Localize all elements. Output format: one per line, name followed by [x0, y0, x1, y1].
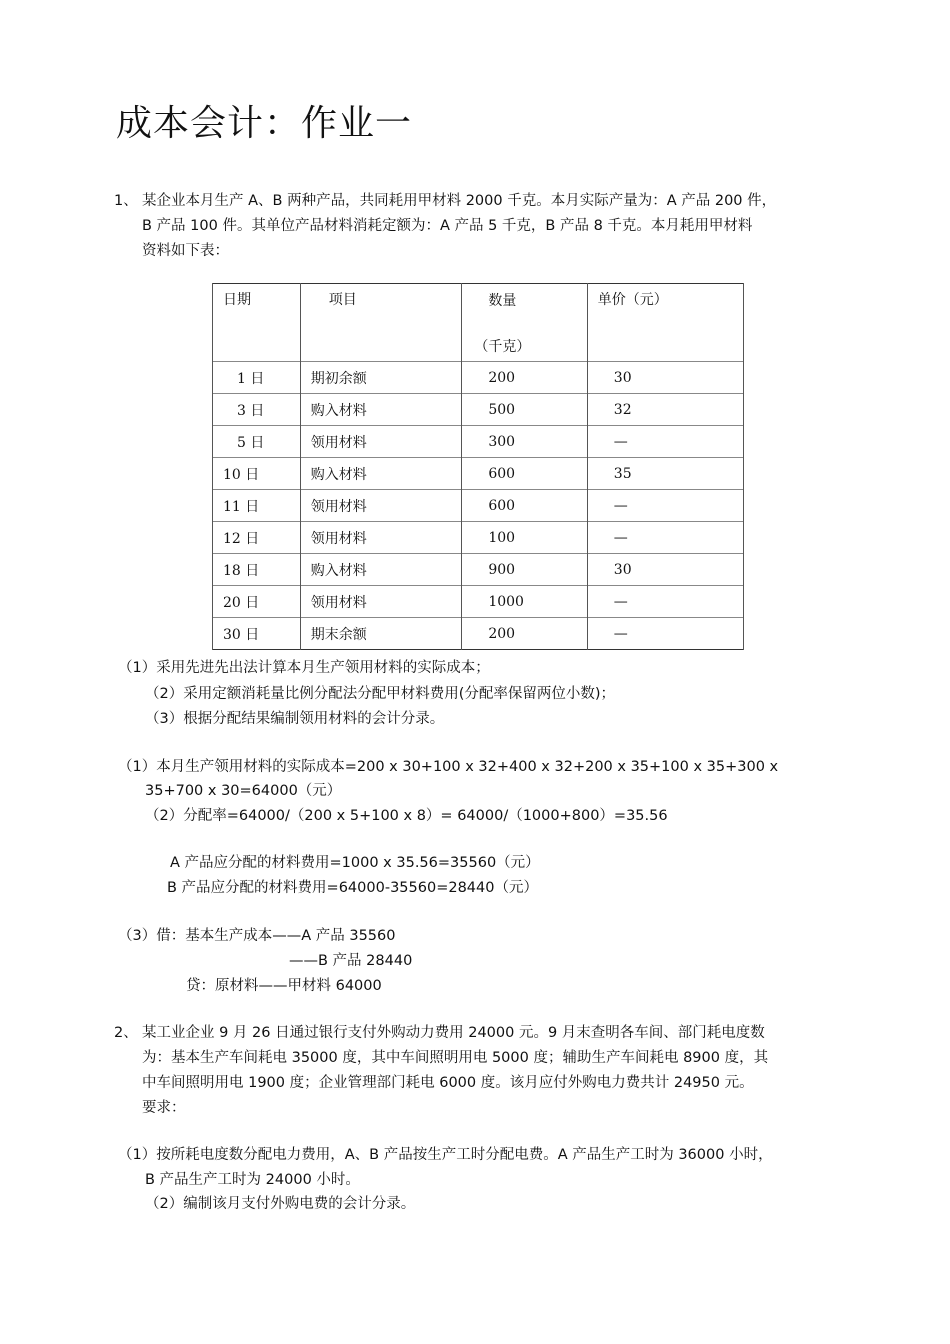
question-2-number: 2、 — [114, 1025, 138, 1041]
answer-line: B 产品应分配的材料费用=64000-35560=28440（元） — [167, 880, 538, 896]
cell-item: 领用材料 — [300, 426, 462, 458]
header-quantity-label: 数量 — [488, 293, 517, 309]
header-item: 项目 — [300, 284, 462, 362]
cell-quantity: 900 — [462, 554, 587, 586]
cell-quantity: 200 — [462, 362, 587, 394]
cell-item: 领用材料 — [300, 586, 462, 618]
cell-date: 20 日 — [213, 586, 301, 618]
requirement-line: B 产品生产工时为 24000 小时。 — [145, 1172, 360, 1188]
cell-item: 购入材料 — [300, 554, 462, 586]
table-row — [213, 362, 744, 394]
cell-price: 30 — [587, 554, 743, 586]
cell-price: 32 — [587, 394, 743, 426]
cell-quantity: 1000 — [462, 586, 587, 618]
cell-date: 10 日 — [213, 458, 301, 490]
question-1-text-line: 资料如下表： — [142, 243, 229, 259]
answer-line: A 产品应分配的材料费用=1000 x 35.56=35560（元） — [170, 855, 540, 871]
cell-quantity: 600 — [462, 458, 587, 490]
header-quantity — [462, 284, 587, 362]
cell-date: 12 日 — [213, 522, 301, 554]
table-row — [213, 490, 744, 522]
question-1-number: 1、 — [114, 193, 138, 209]
requirement-line: （2）采用定额消耗量比例分配法分配甲材料费用(分配率保留两位小数)； — [145, 686, 616, 702]
cell-price: — — [587, 586, 743, 618]
question-2-text-line: 某工业企业 9 月 26 日通过银行支付外购动力费用 24000 元。9 月末查明各车间、部门耗电度数 — [142, 1025, 765, 1041]
header-date: 日期 — [213, 284, 301, 362]
journal-entry-line: 贷：原材料——甲材料 64000 — [186, 978, 382, 994]
table-row — [213, 394, 744, 426]
cell-date: 3 日 — [213, 394, 301, 426]
cell-quantity: 600 — [462, 490, 587, 522]
cell-quantity: 300 — [462, 426, 587, 458]
cell-quantity: 100 — [462, 522, 587, 554]
cell-item: 期初余额 — [300, 362, 462, 394]
table-row — [213, 458, 744, 490]
table-header-row — [213, 284, 744, 362]
cell-quantity: 200 — [462, 618, 587, 650]
table-row — [213, 554, 744, 586]
requirement-line: （3）根据分配结果编制领用材料的会计分录。 — [145, 711, 445, 727]
cell-quantity: 500 — [462, 394, 587, 426]
cell-date: 30 日 — [213, 618, 301, 650]
material-table — [212, 283, 744, 650]
cell-item: 领用材料 — [300, 490, 462, 522]
page-title: 成本会计：作业一 — [116, 103, 413, 144]
cell-price: 30 — [587, 362, 743, 394]
journal-entry-line: ——B 产品 28440 — [289, 953, 413, 969]
table-row — [213, 618, 744, 650]
header-price: 单价（元） — [587, 284, 743, 362]
cell-date: 1 日 — [213, 362, 301, 394]
cell-date: 5 日 — [213, 426, 301, 458]
question-1-text-line: B 产品 100 件。其单位产品材料消耗定额为：A 产品 5 千克，B 产品 8 千克。本月耗用甲材料 — [142, 218, 753, 234]
cell-price: — — [587, 522, 743, 554]
cell-price: — — [587, 426, 743, 458]
answer-line: （2）分配率=64000/（200 x 5+100 x 8）= 64000/（1000+800）=35.56 — [145, 808, 668, 824]
requirement-line: （2）编制该月支付外购电费的会计分录。 — [145, 1196, 416, 1212]
question-2-text-line: 为：基本生产车间耗电 35000 度，其中车间照明用电 5000 度；辅助生产车间耗电 8900 度，其 — [142, 1050, 769, 1066]
cell-item: 期末余额 — [300, 618, 462, 650]
cell-price: — — [587, 490, 743, 522]
answer-line: （1）本月生产领用材料的实际成本=200 x 30+100 x 32+400 x 32+200 x 35+100 x 35+300 x — [118, 759, 779, 775]
answer-line: 35+700 x 30=64000（元） — [145, 783, 342, 799]
question-1-text-line: 某企业本月生产 A、B 两种产品，共同耗用甲材料 2000 千克。本月实际产量为：A 产品 200 件， — [142, 193, 777, 209]
question-2-text-line: 要求： — [142, 1100, 186, 1116]
table-row — [213, 522, 744, 554]
cell-price: — — [587, 618, 743, 650]
cell-item: 购入材料 — [300, 458, 462, 490]
journal-entry-line: （3）借：基本生产成本——A 产品 35560 — [118, 928, 396, 944]
cell-item: 领用材料 — [300, 522, 462, 554]
table-row — [213, 586, 744, 618]
header-quantity-unit: （千克） — [474, 339, 531, 355]
requirement-line: （1）采用先进先出法计算本月生产领用材料的实际成本； — [118, 660, 490, 676]
cell-price: 35 — [587, 458, 743, 490]
cell-item: 购入材料 — [300, 394, 462, 426]
cell-date: 18 日 — [213, 554, 301, 586]
cell-date: 11 日 — [213, 490, 301, 522]
question-2-text-line: 中车间照明用电 1900 度；企业管理部门耗电 6000 度。该月应付外购电力费共计 24950 元。 — [142, 1075, 754, 1091]
table-row — [213, 426, 744, 458]
requirement-line: （1）按所耗电度数分配电力费用，A、B 产品按生产工时分配电费。A 产品生产工时为 36000 小时， — [118, 1147, 773, 1163]
